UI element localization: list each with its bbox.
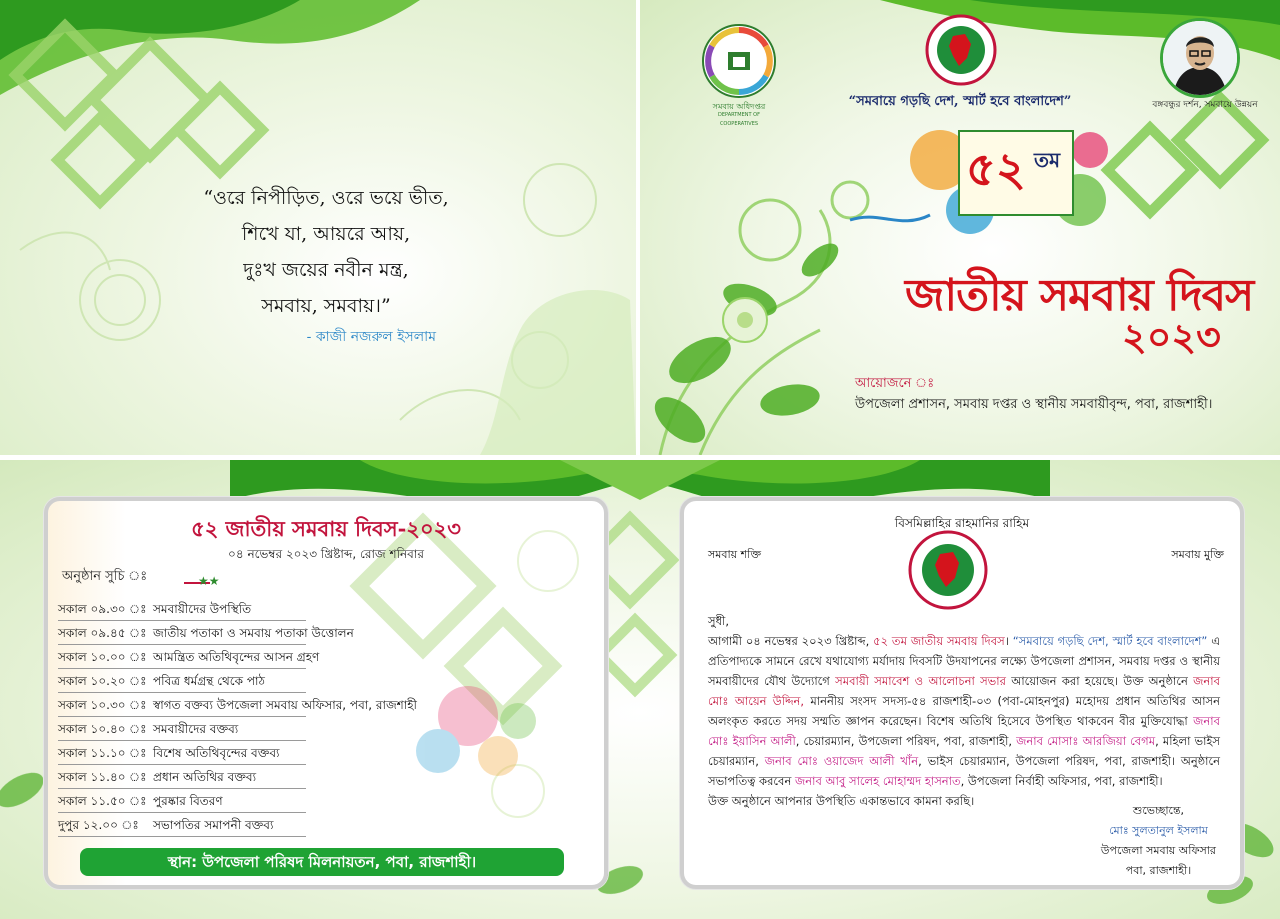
cooperative-logo-caption (700, 102, 778, 129)
program-card (44, 497, 608, 889)
schedule-item: বিশেষ অতিথিবৃন্দের বক্তব্য (153, 746, 280, 760)
schedule-item: জাতীয় পতাকা ও সমবায় পতাকা উত্তোলন (153, 626, 354, 640)
schedule-row (58, 767, 306, 789)
government-seal-logo (907, 529, 989, 611)
schedule-time: সকাল ০৯.৪৫ ঃ (58, 626, 147, 640)
cooperative-logo-subtext: DEPARTMENT OF COOPERATIVES (718, 112, 760, 127)
left-motto: সমবায় শক্তি (708, 548, 762, 561)
schedule-time: সকাল ১০.২০ ঃ (58, 674, 147, 688)
text: , ভাইস চেয়ারম্যান, উপজেলা পরিষদ, পবা, রাজশাহী। অনুষ্ঠানে সভাপতিত্ব করবেন (708, 754, 1220, 788)
guest-name: জনাব মোঃ ওয়াজেদ আলী খাঁন (764, 754, 919, 768)
text: , উপজেলা নির্বাহী অফিসার, পবা, রাজশাহী। (960, 774, 1163, 788)
schedule-row (58, 647, 320, 669)
schedule-row (58, 791, 306, 813)
guest-name: জনাব মোসাঃ আরজিয়া বেগম (1016, 734, 1156, 748)
program-title: ৫২ জাতীয় সমবায় দিবস-২০২৩ (191, 516, 461, 541)
cover-year: ২০২৩ (1122, 314, 1221, 359)
schedule-item: সমবায়ীদের বক্তব্য (153, 722, 239, 736)
invitation-paragraph (708, 631, 1220, 791)
portrait-caption: বঙ্গবন্ধুর দর্শন, সমবায়ে উন্নয়ন (1152, 100, 1258, 110)
schedule-item: সমবায়ীদের উপস্থিতি (153, 602, 252, 616)
signer-place: পবা, রাজশাহী। (1125, 864, 1192, 877)
poem-author: - কাজী নজরুল ইসলাম (306, 329, 436, 345)
guest-name: জনাব মোঃ ইয়াসিন আলী (708, 714, 1220, 748)
text: এ প্রতিপাদ্যকে সামনে রেখে যথাযোগ্য মর্যাদায় দিবসটি উদযাপনের লক্ষ্যে উপজেলা প্রশাসন, সমবায় দপ্তর ও স্থানীয় সমবায়ীদের যৌথ উদ্যোগে (708, 634, 1221, 688)
program-heading: অনুষ্ঠান সুচি ঃ (62, 569, 148, 584)
schedule-item: পবিত্র ধর্মগ্রন্থ থেকে পাঠ (153, 674, 265, 688)
schedule-row (58, 599, 306, 621)
schedule-time: সকাল ১১.১০ ঃ (58, 746, 147, 760)
schedule-item: আমন্ত্রিত অতিথিবৃন্দের আসন গ্রহণ (153, 650, 320, 664)
poem-line: সমবায়, সমবায়।” (261, 295, 391, 317)
signer-title: উপজেলা সমবায় অফিসার (1100, 844, 1216, 857)
schedule-time: সকাল ০৯.৩০ ঃ (58, 602, 147, 616)
portrait-avatar (1160, 18, 1240, 98)
signature-block (1101, 801, 1216, 881)
schedule-time: সকাল ১১.৪০ ঃ (58, 770, 147, 784)
cooperative-department-logo (700, 22, 778, 100)
schedule-item: পুরষ্কার বিতরণ (153, 794, 223, 808)
meeting-name: সমবায়ী সমাবেশ ও আলোচনা সভার (835, 674, 1006, 688)
venue-banner: স্থান: উপজেলা পরিষদ মিলনায়তন, পবা, রাজশাহী। (80, 848, 564, 876)
poem (196, 180, 456, 348)
right-motto: সমবায় মুক্তি (1171, 548, 1224, 561)
slogan: “সমবায়ে গড়ছি দেশ, স্মার্ট হবে বাংলাদেশ” (848, 94, 1072, 109)
organizer-text: উপজেলা প্রশাসন, সমবায় দপ্তর ও স্থানীয় সমবায়ীবৃন্দ, পবা, রাজশাহী। (855, 397, 1213, 412)
poem-line: দুঃখ জয়ের নবীন মন্ত্র, (243, 259, 409, 281)
poem-line: শিখে যা, আয়রে আয়, (241, 223, 411, 245)
chairperson-name: জনাব আবু সালেহ মোহাম্মদ হাসনাত (794, 774, 961, 788)
poem-line: “ওরে নিপীড়িত, ওরে ভয়ে ভীত, (203, 187, 449, 209)
anniversary-number: ৫২ (966, 142, 1026, 196)
schedule-item: সভাপতির সমাপনী বক্তব্য (153, 818, 274, 832)
text: আগামী ০৪ নভেম্বর ২০২৩ খ্রিষ্টাব্দ, (708, 634, 874, 648)
bismillah-text: বিসমিল্লাহির রাহমানির রাহিম (894, 516, 1030, 530)
schedule-time: সকাল ১০.৩০ ঃ (58, 698, 147, 712)
star-icon: ★★ (198, 574, 220, 588)
schedule-time: সকাল ১০.০০ ঃ (58, 650, 147, 664)
event-name: ৫২ তম জাতীয় সমবায় দিবস (873, 634, 1005, 648)
schedule-time: সকাল ১১.৫০ ঃ (58, 794, 147, 808)
program-date: ০৪ নভেম্বর ২০২৩ খ্রিষ্টাব্দ, রোজ শনিবার (228, 547, 424, 561)
schedule-item: স্বাগত বক্তব্য উপজেলা সমবায় অফিসার, পবা, রাজশাহী (153, 698, 417, 712)
text: , মহিলা ভাইস চেয়ারম্যান, (708, 734, 1221, 768)
text: মাননীয় সংসদ সদস্য-৫৪ রাজশাহী-০৩ (পবা-মোহনপুর) মহোদয় প্রধান অতিথির আসন অলংকৃত করতে সদয় সম্মতি জ্ঞাপন করেছেন। বিশেষ অতিথি হিসেবে উপস্থিত থাকবেন বীর মুক্তিযোদ্ধা (708, 694, 1220, 728)
schedule-row (58, 815, 306, 837)
schedule-row (58, 695, 417, 717)
schedule-row (58, 719, 306, 741)
portrait-image (1163, 21, 1237, 95)
government-seal-text (918, 38, 1004, 58)
cover-title: জাতীয় সমবায় দিবস (905, 270, 1254, 321)
cooperative-logo-text: সমবায় অধিদপ্তর (712, 102, 766, 111)
schedule-row (58, 671, 306, 693)
regards: শুভেচ্ছান্তে, (1132, 804, 1185, 817)
text: । (1004, 634, 1013, 648)
schedule-time: সকাল ১০.৪০ ঃ (58, 722, 147, 736)
invitation-card (680, 497, 1244, 889)
text: আয়োজন করা হয়েছে। উক্ত অনুষ্ঠানে (1005, 674, 1194, 688)
schedule-row (58, 623, 354, 645)
closing-line: উক্ত অনুষ্ঠানে আপনার উপস্থিতি একান্তভাবে কামনা করছি। (708, 794, 975, 808)
slogan-inline: “সমবায়ে গড়ছি দেশ, স্মার্ট হবে বাংলাদেশ” (1012, 634, 1208, 648)
organizer-label: আয়োজনে ঃ (855, 376, 935, 391)
text: , চেয়ারম্যান, উপজেলা পরিষদ, পবা, রাজশাহী, (795, 734, 1017, 748)
schedule-item: প্রধান অতিথির বক্তব্য (153, 770, 257, 784)
schedule-time: দুপুর ১২.০০ ঃ (58, 818, 139, 832)
invitation-body (708, 611, 1220, 811)
schedule-row (58, 743, 306, 765)
greeting: সুধী, (708, 614, 729, 628)
anniversary-number-suffix: তম (1034, 148, 1061, 172)
signer-name: মোঃ সুলতানুল ইসলাম (1109, 824, 1208, 837)
poem-panel (0, 0, 636, 455)
chief-guest-name: জনাব মোঃ আয়েন উদ্দিন, (708, 674, 1221, 708)
